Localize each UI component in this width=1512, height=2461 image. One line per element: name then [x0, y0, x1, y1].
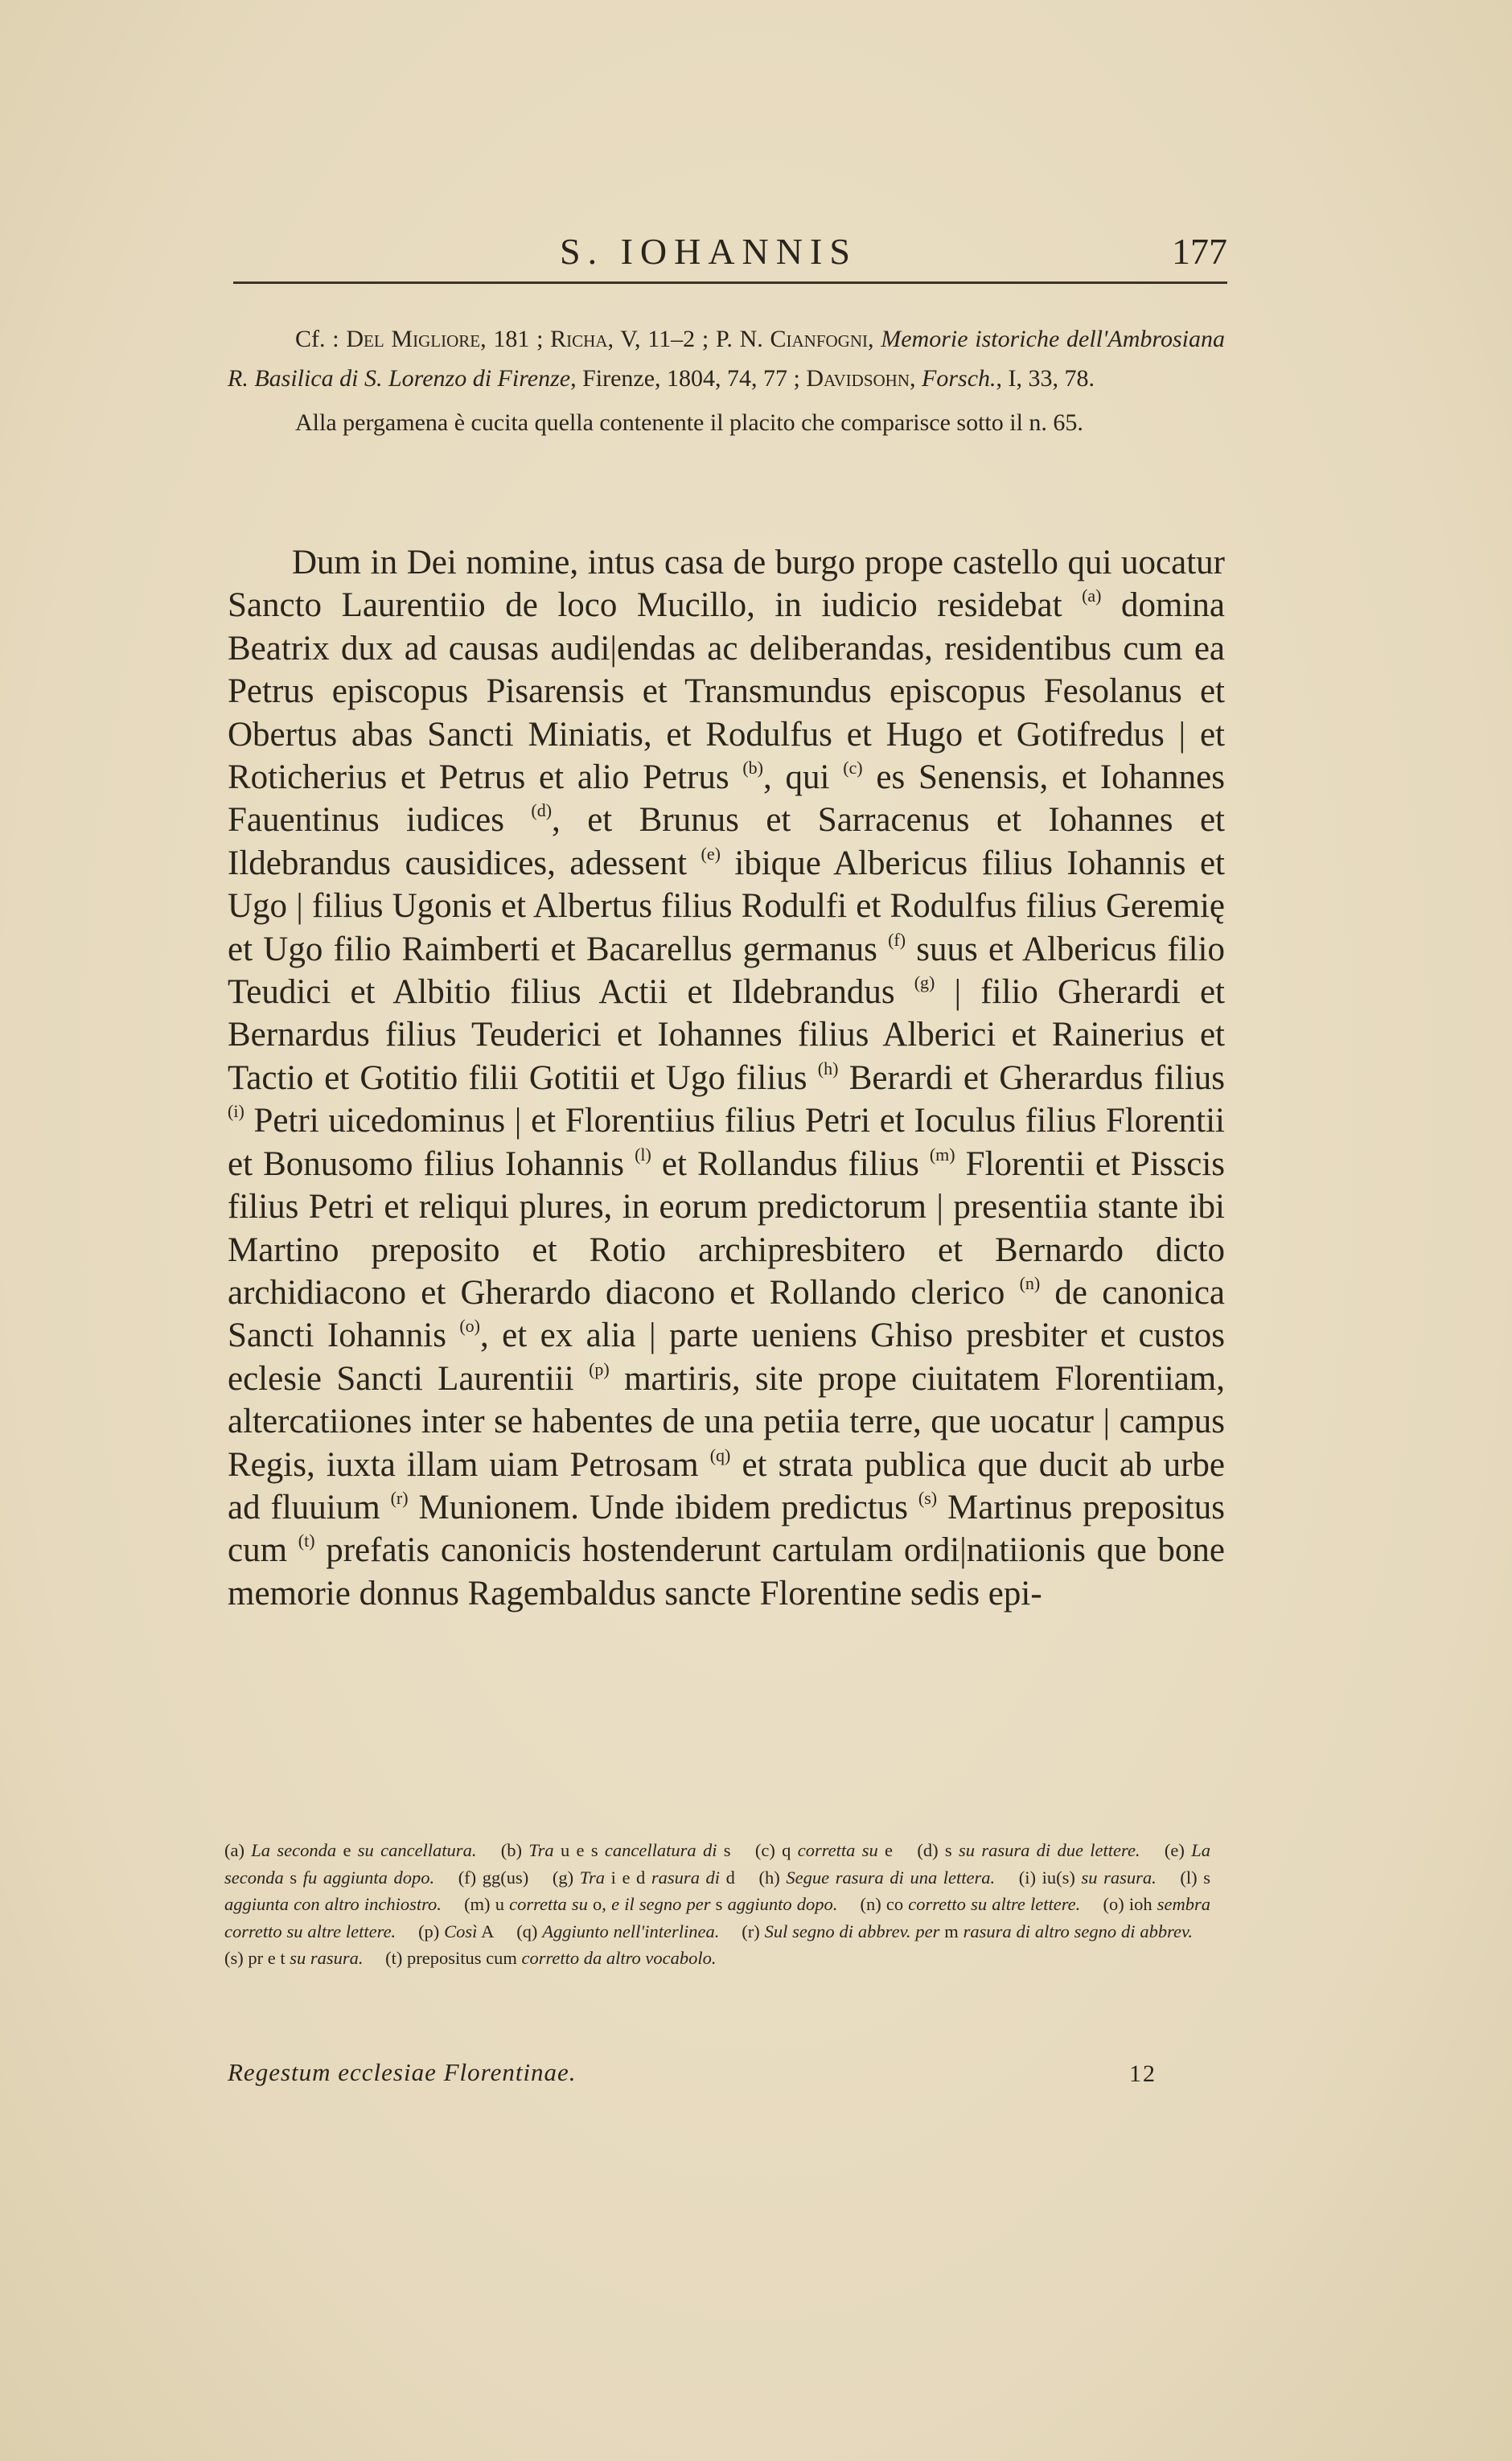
- document-text: Dum in Dei nomine, intus casa de burgo prope castello qui uocatur Sancto Laurentiio de loco Mucillo, in iudicio residebat $^{(a)}$ domina Beatrix dux ad causas audi|endas ac deliberandas, residentibus cum ea Petrus episcopus Pisarensis et Transmundus episcopus Fesolanus et Obertus abas Sancti Miniatis, et Rodulfus et Hugo et Gotifredus | et Roticherius et Petrus et alio Petrus $^{(b)}$, qui $^{(c)}$ es Senensis, et Iohannes Fauentinus iudices $^{(d)}$, et Brunus et Sarracenus et Iohannes et Ildebrandus causidices, adessent $^{(e)}$ ibique Albericus filius Iohannis et Ugo | filius Ugonis et Albertus filius Rodulfi et Rodulfus filius Geremię et Ugo filio Raimberti et Bacarellus germanus $^{(f)}$ suus et Albericus filio Teudici et Albitio filius Actii et Ildebrandus $^{(g)}$ | filio Gherardi et Bernardus filius Teuderici et Iohannes filius Alberici et Rainerius et Tactio et Gotitio filii Gotitii et Ugo filius $^{(h)}$ Berardi et Gherardus filius $^{(i)}$ Petri uicedominus | et Florentiius filius Petri et Ioculus filius Florentii et Bonusomo filius Iohannis $^{(l)}$ et Rollandus filius $^{(m)}$ Florentii et Pisscis filius Petri et reliqui plures, in eorum predictorum | presentiia stante ibi Martino preposito et Rotio archipresbitero et Bernardo dicto archidiacono et Gherardo diacono et Rollando clerico $^{(n)}$ de canonica Sancti Iohannis $^{(o)}$, et ex alia | parte ueniens Ghiso presbiter et custos eclesie Sancti Laurentiii $^{(p)}$ martiris, site prope ciuitatem Florentiiam, altercatiiones inter se habentes de una petiia terre, que uocatur | campus Regis, iuxta illam uiam Petrosam $^{(q)}$ et strata publica que ducit ab urbe ad fluuium $^{(r)}$ Munionem. Unde ibidem predictus $^{(s)}$ Martinus prepositus cum $^{(t)}$ prefatis canonicis hostenderunt cartulam ordi|natiionis que bone memorie donnus Ragembaldus sancte Florentine sedis epi-: [228, 544, 1226, 1613]
- footnote-marker: (g): [914, 972, 935, 993]
- footnote-m: (m) u corretta su o, e il segno per s aggiunto dopo.: [464, 1894, 838, 1914]
- footnote-h: (h) Segue rasura di una lettera.: [758, 1867, 996, 1888]
- footnote-marker: (m): [929, 1144, 955, 1165]
- footnote-marker: (h): [817, 1058, 839, 1078]
- footnote-marker: (a): [1082, 585, 1102, 606]
- footnote-o: (o) ioh sembra corretto su altre lettere.: [224, 1894, 1210, 1941]
- author-name: Del Migliore: [346, 326, 481, 352]
- page-number: 177: [1172, 231, 1227, 272]
- footnote-marker: (q): [709, 1444, 731, 1465]
- footnote-marker: (r): [390, 1487, 409, 1508]
- bibliography: [228, 319, 1225, 442]
- running-title: S. IOHANNIS: [560, 231, 857, 272]
- footnote-marker: (b): [742, 758, 763, 779]
- footnote-i: (i) iu(s) su rasura.: [1018, 1867, 1157, 1888]
- footnote-marker: (s): [918, 1487, 938, 1508]
- author-name: Cianfogni: [770, 326, 868, 352]
- bibliography-references: Cf. : Del Migliore, 181 ; Richa, V, 11–2 ; P. N. Cianfogni, Memorie istoriche dell'Ambrosiana R. Basilica di S. Lorenzo di Firenze, Firenze, 1804, 74, 77 ; Davidsohn, Forsch., I, 33, 78.: [228, 326, 1225, 392]
- critical-apparatus: [224, 1837, 1210, 1972]
- footnote-marker: (o): [459, 1316, 481, 1337]
- footnote-b: (b) Tra u e s cancellatura di s: [500, 1840, 731, 1860]
- footnote-marker: (t): [298, 1530, 315, 1551]
- author-name: Richa: [550, 326, 608, 352]
- work-title: Memorie istoriche dell'Ambrosiana R. Basilica di S. Lorenzo di Firenze: [228, 326, 1225, 392]
- footnote-p: (p) Così A: [418, 1921, 495, 1941]
- footnote-q: (q) Aggiunto nell'interlinea.: [516, 1921, 720, 1941]
- gathering-number: 12: [1129, 2060, 1157, 2087]
- footnote-l: (l) s aggiunta con altro inchiostro.: [224, 1867, 1210, 1914]
- signature-line: Regestum ecclesiae Florentinae.: [228, 2058, 577, 2086]
- bibliography-note: Alla pergamena è cucita quella contenente il placito che comparisce sotto il n. 65.: [295, 409, 1083, 436]
- running-header: [238, 230, 1229, 278]
- footnote-c: (c) q corretta su e: [754, 1840, 894, 1860]
- footnote-a: (a) La seconda e su cancellatura.: [224, 1840, 477, 1860]
- work-title: Forsch.: [922, 365, 996, 392]
- footnote-n: (n) co corretto su altre lettere.: [860, 1894, 1081, 1914]
- footnote-f: (f) gg(us): [458, 1867, 529, 1888]
- footnote-r: (r) Sul segno di abbrev. per m rasura di altro segno di abbrev.: [742, 1921, 1193, 1941]
- footnote-marker: (c): [843, 758, 863, 779]
- footnote-marker: (l): [635, 1144, 651, 1165]
- footnote-marker: (d): [531, 800, 553, 821]
- footnote-marker: (p): [589, 1358, 610, 1379]
- footnote-s: (s) pr e t su rasura.: [224, 1948, 364, 1968]
- header-rule: [233, 281, 1227, 284]
- footnote-marker: (f): [888, 929, 906, 950]
- footnote-e: (e) La seconda s fu aggiunta dopo.: [224, 1840, 1210, 1888]
- footnote-g: (g) Tra i e d rasura di d: [552, 1867, 735, 1888]
- footnote-marker: (i): [228, 1101, 244, 1122]
- footnote-d: (d) s su rasura di due lettere.: [917, 1840, 1140, 1860]
- footnote-marker: (e): [701, 843, 721, 864]
- footnote-marker: (n): [1019, 1272, 1041, 1293]
- footnote-t: (t) prepositus cum corretto da altro vocabolo.: [385, 1948, 717, 1968]
- author-name: Davidsohn: [806, 365, 910, 392]
